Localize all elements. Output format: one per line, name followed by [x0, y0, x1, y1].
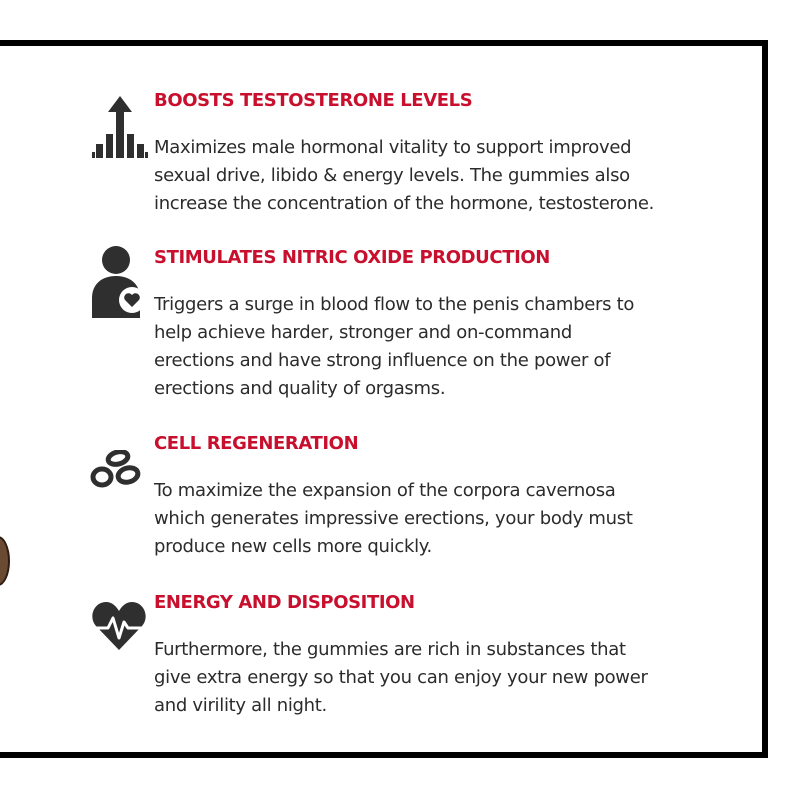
cells-icon: [90, 450, 142, 490]
feature-title: STIMULATES NITRIC OXIDE PRODUCTION: [154, 247, 550, 268]
description-line: produce new cells more quickly.: [154, 536, 432, 557]
description-line: Furthermore, the gummies are rich in substances that: [154, 639, 626, 660]
description-line: help achieve harder, stronger and on-command: [154, 322, 572, 343]
description-line: give extra energy so that you can enjoy your new power: [154, 667, 648, 688]
person-heart-icon: [90, 244, 150, 318]
feature-description: [154, 636, 764, 720]
feature-title: CELL REGENERATION: [154, 433, 359, 454]
feature-description: [154, 291, 764, 403]
heart-pulse-icon: [92, 600, 146, 652]
description-line: erections and have strong influence on the power of: [154, 350, 611, 371]
feature-description: [154, 134, 764, 218]
feature-title: ENERGY AND DISPOSITION: [154, 592, 415, 613]
benefits-panel: [0, 40, 768, 758]
description-line: and virility all night.: [154, 695, 327, 716]
feature-description: [154, 477, 764, 561]
description-line: erections and quality of orgasms.: [154, 378, 446, 399]
testosterone-arrow-bars-icon: [92, 96, 148, 158]
description-line: Triggers a surge in blood flow to the penis chambers to: [154, 294, 635, 315]
description-line: Maximizes male hormonal vitality to support improved: [154, 137, 632, 158]
description-line: which generates impressive erections, your body must: [154, 508, 633, 529]
description-line: increase the concentration of the hormone, testosterone.: [154, 193, 655, 214]
description-line: To maximize the expansion of the corpora cavernosa: [154, 480, 616, 501]
description-line: sexual drive, libido & energy levels. The gummies also: [154, 165, 630, 186]
feature-title: BOOSTS TESTOSTERONE LEVELS: [154, 90, 473, 111]
